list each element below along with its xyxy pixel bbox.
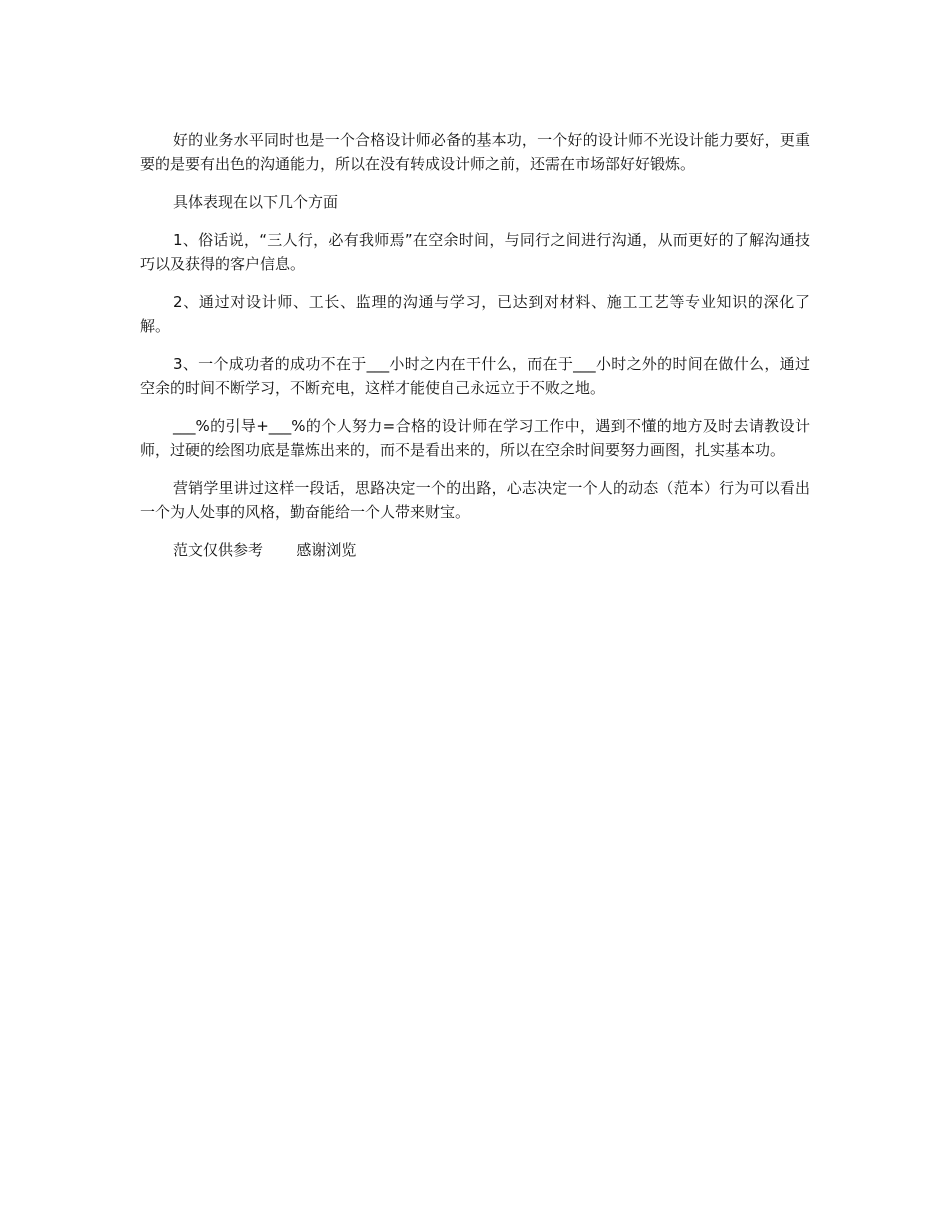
thanks-note: 感谢浏览 <box>296 541 357 559</box>
marketing-paragraph: 营销学里讲过这样一段话，思路决定一个的出路，心志决定一个人的动态（范本）行为可以看出一个为人处事的风格，勤奋能给一个人带来财宝。 <box>140 479 810 521</box>
point-3-paragraph: 3、一个成功者的成功不在于___小时之内在干什么，而在于___小时之外的时间在做什么，通过空余的时间不断学习，不断充电，这样才能使自己永远立于不败之地。 <box>140 355 810 397</box>
point-1-paragraph: 1、俗话说，“三人行，必有我师焉”在空余时间，与同行之间进行沟通，从而更好的了解沟通技巧以及获得的客户信息。 <box>140 231 810 273</box>
section-heading: 具体表现在以下几个方面 <box>173 193 339 211</box>
footer-line <box>140 538 810 562</box>
intro-paragraph: 好的业务水平同时也是一个合格设计师必备的基本功，一个好的设计师不光设计能力要好，更重要的是要有出色的沟通能力，所以在没有转成设计师之前，还需在市场部好好锻炼。 <box>140 131 810 173</box>
formula-paragraph: ___%的引导+___%的个人努力=合格的设计师在学习工作中，遇到不懂的地方及时去请教设计师，过硬的绘图功底是靠炼出来的，而不是看出来的，所以在空余时间要努力画图，扎实基本功。 <box>140 417 810 459</box>
point-2-paragraph: 2、通过对设计师、工长、监理的沟通与学习，已达到对材料、施工工艺等专业知识的深化了解。 <box>140 293 810 335</box>
document-page <box>140 128 810 562</box>
reference-note: 范文仅供参考 <box>173 541 264 559</box>
